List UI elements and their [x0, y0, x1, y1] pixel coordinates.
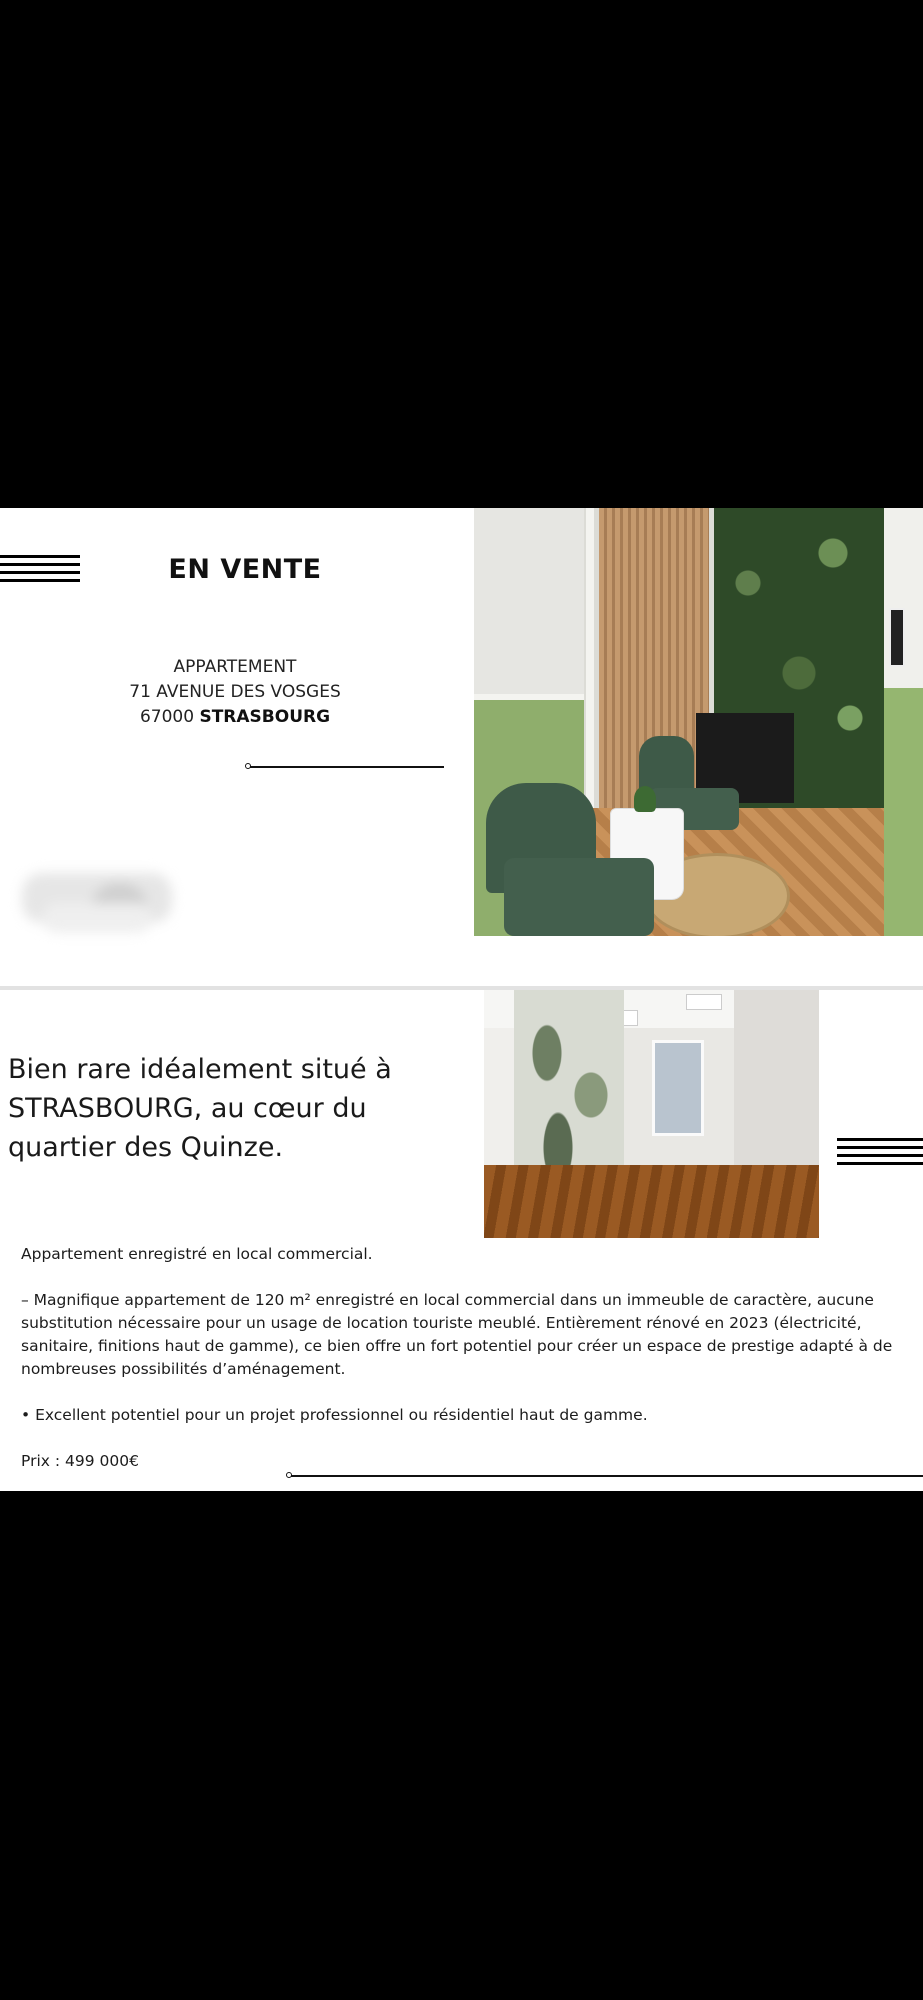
lounge-photo: [474, 508, 923, 936]
description: [21, 1243, 901, 1473]
decorative-stripes: [837, 1138, 923, 1165]
listing-heading: EN VENTE: [168, 554, 322, 585]
property-type: APPARTEMENT: [173, 657, 297, 677]
street-address: 71 AVENUE DES VOSGES: [129, 682, 341, 702]
listing-address: [110, 655, 360, 730]
brochure-page-1: [0, 508, 923, 986]
blurred-logo: [22, 863, 182, 943]
decorative-stripes: [0, 555, 80, 582]
city-name: STRASBOURG: [199, 707, 331, 727]
decorative-line: [289, 1475, 923, 1477]
description-paragraph: • Excellent potentiel pour un projet professionnel ou résidentiel haut de gamme.: [21, 1406, 648, 1424]
room-photo: [484, 990, 819, 1238]
description-paragraph: Appartement enregistré en local commercial.: [21, 1245, 373, 1263]
description-paragraph: – Magnifique appartement de 120 m² enregistré en local commercial dans un immeuble de caractère, aucune substitution nécessaire pour un usage de location touriste meublé. Entièrement rénové en 2023 (électricité, sanitaire, finitions haut de gamme), ce bien offre un fort potentiel pour créer un espace de prestige adapté à de nombreuses possibilités d’aménagement.: [21, 1291, 893, 1378]
headline: Bien rare idéalement situé à STRASBOURG, au cœur du quartier des Quinze.: [8, 1054, 392, 1163]
postal-city: [110, 705, 360, 730]
price: Prix : 499 000€: [21, 1452, 139, 1470]
brochure-page-2: [0, 990, 923, 1491]
decorative-line: [248, 766, 444, 768]
postal-code: 67000: [139, 707, 195, 727]
